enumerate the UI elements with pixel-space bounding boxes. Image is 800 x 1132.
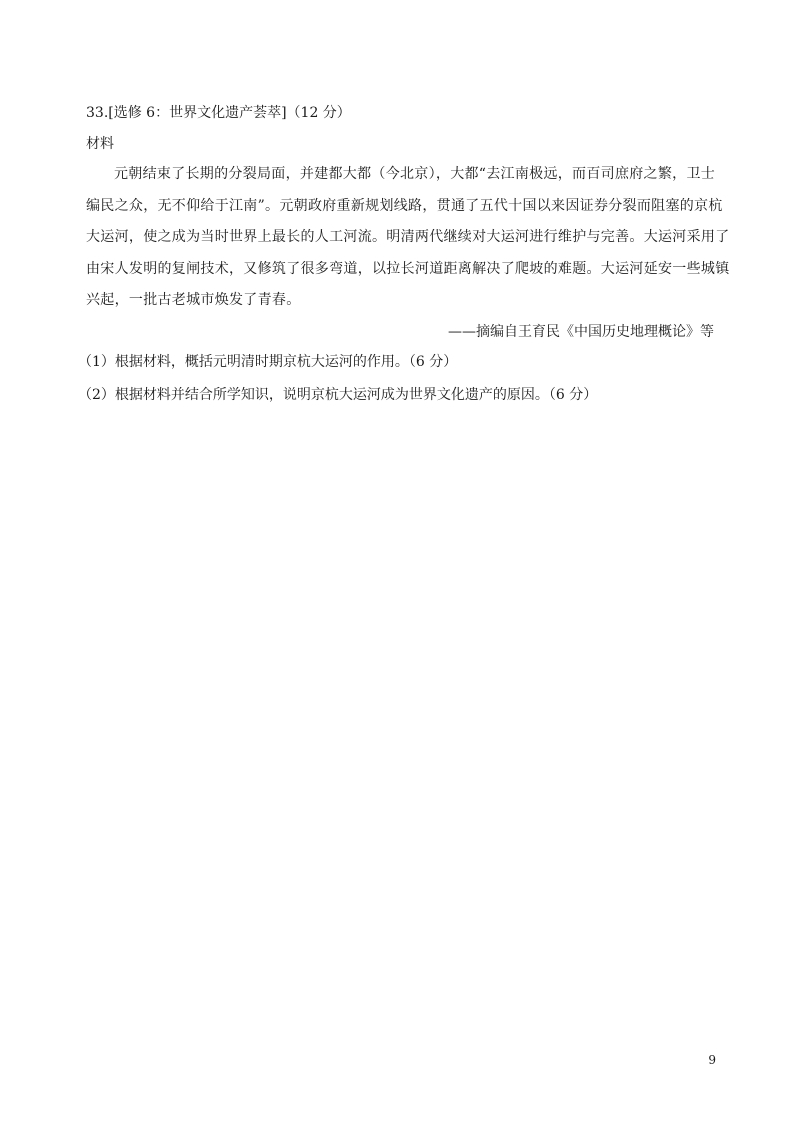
passage-line: 由宋人发明的复闸技术，又修筑了很多弯道，以拉长河道距离解决了爬坡的难题。大运河延安一些城镇 [86,260,730,277]
page-number: 9 [708,1053,716,1067]
material-label: 材料 [86,136,114,152]
sub-question-1: （1）根据材料，概括元明清时期京杭大运河的作用。（6 分） [78,354,458,370]
passage-line: 兴起，一批古老城市焕发了青春。 [86,292,301,308]
sub-question-2: （2）根据材料并结合所学知识，说明京杭大运河成为世界文化遗产的原因。（6 分） [78,387,598,403]
passage-line: 元朝结束了长期的分裂局面，并建都大都（今北京），大都“去江南极远，而百司庶府之繁，卫士 [114,166,716,182]
material-passage [86,163,730,321]
passage-line: 编民之众，无不仰给于江南”。元朝政府重新规划线路，贯通了五代十国以来因证券分裂而阻塞的京杭 [86,197,723,214]
question-title: 33.[选修 6：世界文化遗产荟萃]（12 分） [86,105,351,121]
source-citation: ——摘编自王育民《中国历史地理概论》等 [448,324,714,340]
passage-line: 大运河，使之成为当时世界上最长的人工河流。明清两代继续对大运河进行维护与完善。大运河采用了 [86,229,730,245]
